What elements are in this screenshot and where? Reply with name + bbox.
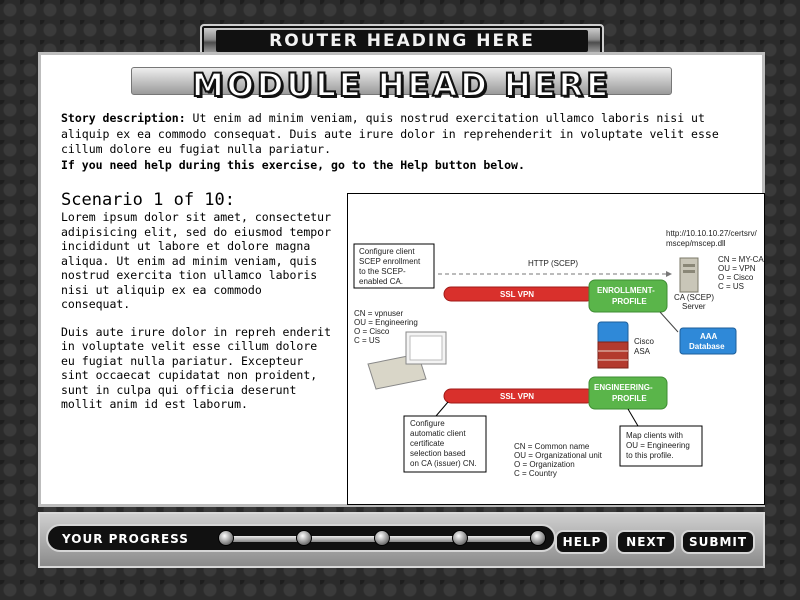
cisco-asa-icon xyxy=(598,322,628,368)
callout-link-right xyxy=(628,409,638,426)
ca-info-o: O = Cisco xyxy=(718,273,754,282)
ssl-vpn-label-2: SSL VPN xyxy=(500,392,535,401)
ca-info-c: C = US xyxy=(718,282,745,291)
help-line: If you need help during this exercise, go to the Help button below. xyxy=(61,157,525,172)
bottom-bar xyxy=(38,512,765,568)
next-button[interactable]: NEXT xyxy=(616,530,676,554)
story-text: Ut enim ad minim veniam, quis nostrud exercitation ullamco laboris nisi ut aliquip ex ea commodo consequat. Duis aute irure dolor in reprehenderit in voluptate velit esse cillum dolore eu fugiat nulla pariatur. xyxy=(61,111,719,156)
enrollment-profile-2: PROFILE xyxy=(612,297,647,306)
story-label: Story description: xyxy=(61,111,186,125)
callout-top-line-3: to the SCEP- xyxy=(359,267,406,276)
progress-step-3 xyxy=(374,530,390,546)
ssl-vpn-label-1: SSL VPN xyxy=(500,290,535,299)
callout-br-3: to this profile. xyxy=(626,451,674,460)
scenario-paragraph-1: Lorem ipsum dolor sit amet, consectetur adipisicing elit, sed do eiusmod tempor incididunt ut labore et dolore magna aliqua. Ut enim ad minim veniam, quis nostrud exercita tion ullamco laboris nisi ut aliquip ex ea commodo consequat. xyxy=(61,210,332,311)
asa-label-2: ASA xyxy=(634,347,651,356)
legend-o: O = Organization xyxy=(514,460,575,469)
callout-bl-4: selection based xyxy=(410,449,466,458)
callout-top-line-1: Configure client xyxy=(359,247,415,256)
callout-bl-2: automatic client xyxy=(410,429,466,438)
enrollment-profile-box xyxy=(589,280,667,312)
aaa-label-2: Database xyxy=(689,342,725,351)
progress-label: YOUR PROGRESS xyxy=(62,532,189,546)
legend-ou: OU = Organizational unit xyxy=(514,451,602,460)
engineering-profile-2: PROFILE xyxy=(612,394,647,403)
callout-bl-5: on CA (issuer) CN. xyxy=(410,459,477,468)
engineering-profile-box xyxy=(589,377,667,409)
progress-step-4 xyxy=(452,530,468,546)
progress-step-5 xyxy=(530,530,546,546)
callout-br-2: OU = Engineering xyxy=(626,441,690,450)
callout-top-line-4: enabled CA. xyxy=(359,277,404,286)
submit-button[interactable]: SUBMIT xyxy=(681,530,755,554)
client-info-ou: OU = Engineering xyxy=(354,318,418,327)
ca-label-1: CA (SCEP) xyxy=(674,293,715,302)
client-info-o: O = Cisco xyxy=(354,327,390,336)
scenario-title: Scenario 1 of 10: xyxy=(61,190,235,210)
client-info-cn: CN = vpnuser xyxy=(354,309,404,318)
engineering-profile-1: ENGINEERING- xyxy=(594,383,653,392)
router-heading: ROUTER HEADING HERE xyxy=(269,31,535,51)
scenario-paragraph-2: Duis aute irure dolor in repreh enderit in voluptate velit esse cillum dolore eu fugiat nulla pariatur. Excepteur sint occaecat cupidatat non proident, sunt in culpa qui officia deserunt mollit anim id est laborum. xyxy=(61,324,332,411)
router-heading-inner xyxy=(216,30,588,52)
callout-link-left xyxy=(436,402,448,416)
ca-info-ou: OU = VPN xyxy=(718,264,756,273)
progress-bar xyxy=(46,524,556,552)
progress-step-2 xyxy=(296,530,312,546)
legend-c: C = Country xyxy=(514,469,557,478)
enrollment-profile-1: ENROLLMENT- xyxy=(597,286,655,295)
scenario-body xyxy=(61,210,336,425)
network-diagram xyxy=(347,193,765,505)
http-scep-label: HTTP (SCEP) xyxy=(528,259,579,268)
asa-label-1: Cisco xyxy=(634,337,655,346)
aaa-label-1: AAA xyxy=(700,332,718,341)
callout-bl-1: Configure xyxy=(410,419,445,428)
module-title: MODULE HEAD HERE xyxy=(191,66,612,104)
aaa-link xyxy=(660,312,678,332)
ca-info-cn: CN = MY-CA xyxy=(718,255,764,264)
ca-server-icon xyxy=(680,258,698,292)
client-info-c: C = US xyxy=(354,336,381,345)
content-panel xyxy=(38,52,765,507)
help-button[interactable]: HELP xyxy=(555,530,609,554)
callout-bl-3: certificate xyxy=(410,439,445,448)
progress-step-1 xyxy=(218,530,234,546)
callout-top-line-2: SCEP enrollment xyxy=(359,257,421,266)
scep-url-line-1: http://10.10.10.27/certsrv/ xyxy=(666,229,757,238)
scep-url-line-2: mscep/mscep.dll xyxy=(666,239,726,248)
ca-label-2: Server xyxy=(682,302,706,311)
callout-br-1: Map clients with xyxy=(626,431,683,440)
story-description xyxy=(61,111,751,173)
legend-cn: CN = Common name xyxy=(514,442,590,451)
http-scep-arrow xyxy=(666,271,672,277)
network-diagram-svg xyxy=(348,194,765,505)
module-head xyxy=(41,67,762,103)
